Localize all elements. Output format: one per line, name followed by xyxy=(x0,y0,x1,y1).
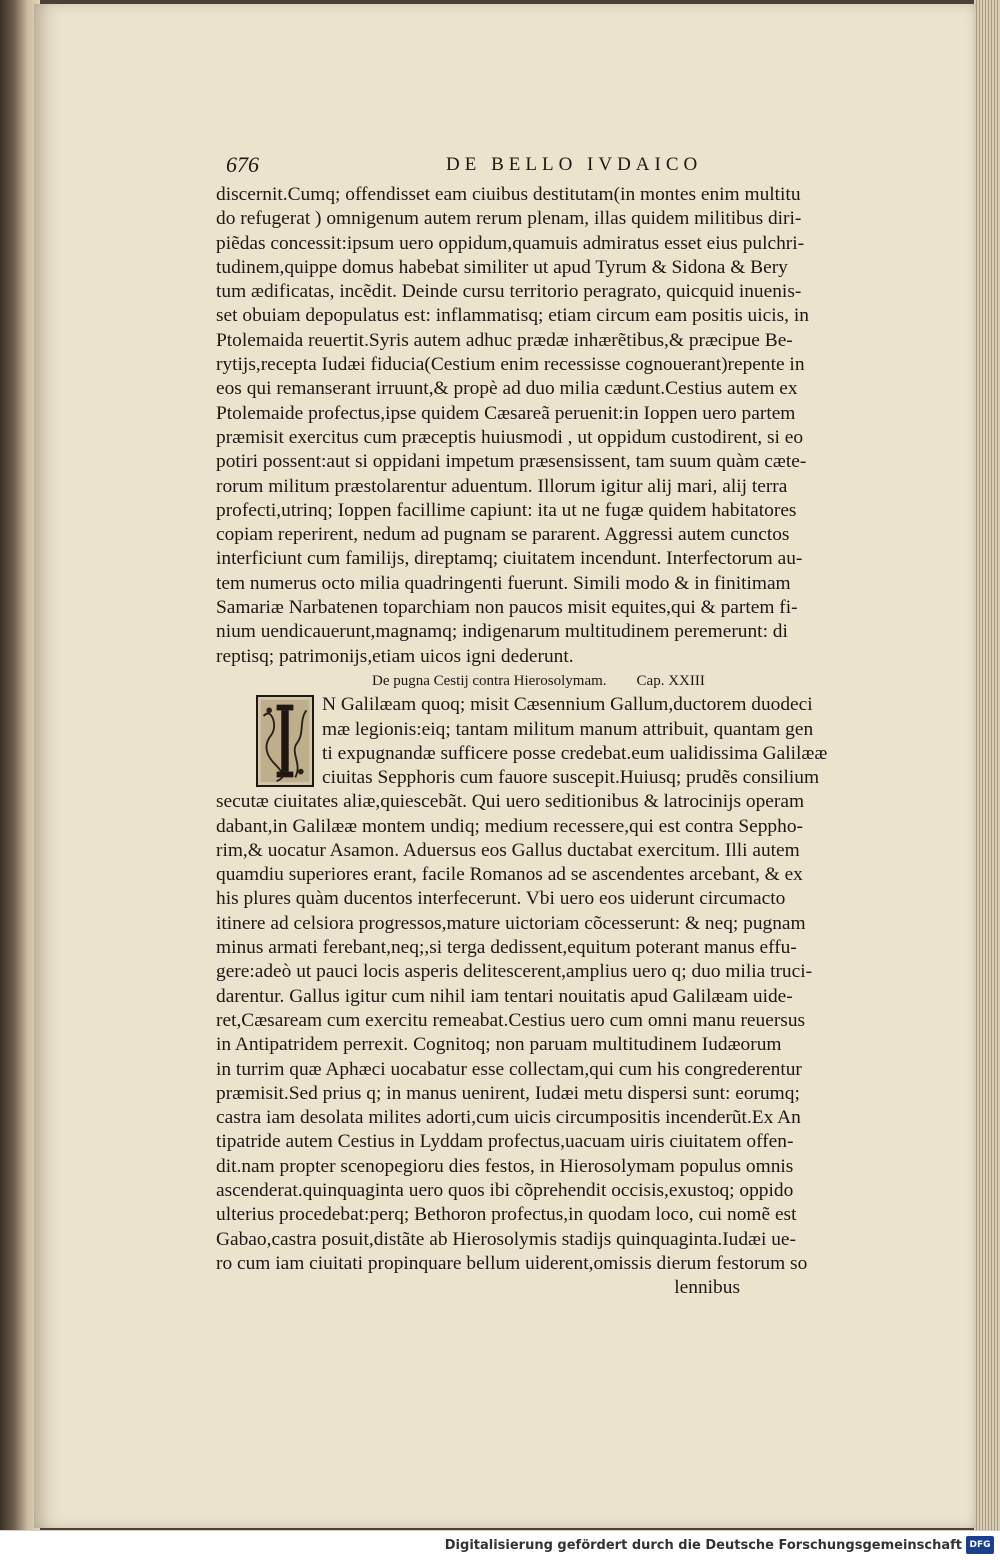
text-line: interficiunt cum familijs, direptamq; ciuitatem incendunt. Interfectorum au- xyxy=(216,548,803,570)
page-header xyxy=(226,152,746,182)
text-line: ro cum iam ciuitati propinquare bellum uiderent,omissis dierum festorum so xyxy=(216,1252,808,1274)
footer-bar xyxy=(0,1530,1000,1560)
text-line: ti expugnandæ sufficere posse credebat.eum ualidissima Galilææ xyxy=(322,742,828,764)
text-line: eos qui remanserant irruunt,& propè ad duo milia cædunt.Cestius autem ex xyxy=(216,378,798,400)
initial-paragraph xyxy=(216,693,828,790)
text-line: Gabao,castra posuit,distãte ab Hierosolymis stadijs quinquaginta.Iudæi ue- xyxy=(216,1228,796,1250)
running-head: DE BELLO IVDAICO xyxy=(446,154,703,175)
text-line: in turrim quæ Aphæci uocabatur esse collectam,qui cum his congrederentur xyxy=(216,1058,802,1080)
text-line: in Antipatridem perrexit. Cognitoq; non paruam multitudinem Iudæorum xyxy=(216,1034,782,1056)
decorated-initial-i-icon xyxy=(256,695,314,787)
text-line: N Galilæam quoq; misit Cæsennium Gallum,ductorem duodeci xyxy=(322,694,813,716)
text-line: tudinem,quippe domus habebat similiter ut apud Tyrum & Sidona & Bery xyxy=(216,256,788,278)
text-line: discernit.Cumq; offendisset eam ciuibus destitutam(in montes enim multitu xyxy=(216,184,801,205)
text-line: ciuitas Sepphoris cum fauore suscepit.Huiusq; prudẽs consilium xyxy=(322,767,820,789)
text-line: dabant,in Galilææ montem undiq; medium recessere,qui est contra Seppho- xyxy=(216,815,803,837)
catchword: lennibus xyxy=(674,1277,740,1299)
text-line: copiam reperirent, nedum ad pugnam se pararent. Aggressi autem cunctos xyxy=(216,524,790,546)
text-line: dit.nam propter scenopegioru dies festos, in Hierosolymam populus omnis xyxy=(216,1155,794,1177)
text-line: rim,& uocatur Asamon. Aduersus eos Gallus ductabat exercitum. Illi autem xyxy=(216,839,800,861)
text-line: ret,Cæsaream cum exercitu remeabat.Cestius uero cum omni manu reuersus xyxy=(216,1009,806,1031)
text-line: tipatride autem Cestius in Lyddam profectus,uacuam uiris ciuitatem offen- xyxy=(216,1131,794,1153)
body-text xyxy=(216,183,828,1300)
text-line: ascenderat.quinquaginta uero quos ibi cõprehendit occisis,exustoq; oppido xyxy=(216,1179,794,1201)
chapter-number: Cap. XXIII xyxy=(636,672,705,689)
text-line: quamdiu superiores erant, facile Romanos ad se ascendentes arcebant, & ex xyxy=(216,864,803,886)
chapter-heading xyxy=(216,669,740,693)
footer-credit: Digitalisierung gefördert durch die Deutsche Forschungsgemeinschaft xyxy=(444,1538,962,1553)
text-line: set obuiam depopulatus est: inflammatisq; etiam circum eam positis uicis, in xyxy=(216,305,809,327)
text-line: piẽdas concessit:ipsum uero oppidum,quamuis admiratus esset eius pulchri- xyxy=(216,232,805,254)
text-line: rorum militum præstolarentur aduentum. Illorum igitur alij mari, alij terra xyxy=(216,475,788,497)
text-line: gere:adeò ut pauci locis asperis delitescerent,amplius uero q; duo milia truci- xyxy=(216,961,813,983)
text-line: minus armati ferebant,neq;,si terga dedissent,equitum poterant manus effu- xyxy=(216,937,797,959)
text-line: reptisq; patrimonijs,etiam uicos igni dederunt. xyxy=(216,645,574,667)
chapter-title: De pugna Cestij contra Hierosolymam. xyxy=(372,672,607,689)
text-line: do refugerat ) omnigenum autem rerum plenam, illas quidem militibus diri- xyxy=(216,208,802,230)
text-line: darentur. Gallus igitur cum nihil iam tentari nouitatis apud Galilæam uide- xyxy=(216,985,793,1007)
page-number: 676 xyxy=(226,152,259,177)
initial-lines xyxy=(322,693,828,790)
text-line: mæ legionis:eiq; tantam militum manum attribuit, quantam gen xyxy=(322,718,814,740)
text-line: præmisit.Sed prius q; in manus uenirent, Iudæi metu dispersi sunt: eorumq; xyxy=(216,1082,800,1104)
text-line: rytijs,recepta Iudæi fiducia(Cestium enim recessisse cognouerant)repente in xyxy=(216,354,805,376)
text-line: his plures quàm ducentos interfecerunt. Vbi uero eos uiderunt circumacto xyxy=(216,888,786,910)
text-line: castra iam desolata milites adorti,cum uicis circumpositis incenderũt.Ex An xyxy=(216,1107,801,1129)
text-line: profecti,utrinq; Ioppen facillime capiunt: ita ut ne fugæ quidem habitatores xyxy=(216,499,797,521)
page-stack-edge xyxy=(974,0,1000,1530)
text-line: tem numerus octo milia quadringenti fuerunt. Simili modo & in finitimam xyxy=(216,572,791,594)
text-line: potiri possent:aut si oppidani impetum præsensissent, tam suum quàm cæte- xyxy=(216,451,807,473)
text-line: Ptolemaide profectus,ipse quidem Cæsareã peruenit:in Ioppen uero partem xyxy=(216,402,796,424)
text-block-1 xyxy=(216,183,809,669)
text-line: itinere ad celsiora progressos,mature uictoriam cõcesserunt: & neq; pugnam xyxy=(216,912,806,934)
text-line: nium uendicauerunt,magnamq; indigenarum multitudinem peremerunt: di xyxy=(216,621,788,643)
text-line: Samariæ Narbatenen toparchiam non paucos misit equites,qui & partem fi- xyxy=(216,597,798,619)
text-line: secutæ ciuitates aliæ,quiescebãt. Qui uero seditionibus & latrocinijs operam xyxy=(216,791,805,813)
text-line: ulterius procedebat:perq; Bethoron profectus,in quodam loco, cui nomẽ est xyxy=(216,1204,797,1226)
text-line: præmisit exercitus cum præceptis huiusmodi , ut oppidum custodirent, si eo xyxy=(216,426,804,448)
text-line: Ptolemaida reuertit.Syris autem adhuc prædæ inhærẽtibus,& præcipue Be- xyxy=(216,329,793,351)
text-block-2 xyxy=(216,790,813,1276)
text-line: tum ædificatas, incẽdit. Deinde cursu territorio peragrato, quicquid inuenis- xyxy=(216,281,802,303)
dfg-logo: DFG xyxy=(966,1536,994,1554)
